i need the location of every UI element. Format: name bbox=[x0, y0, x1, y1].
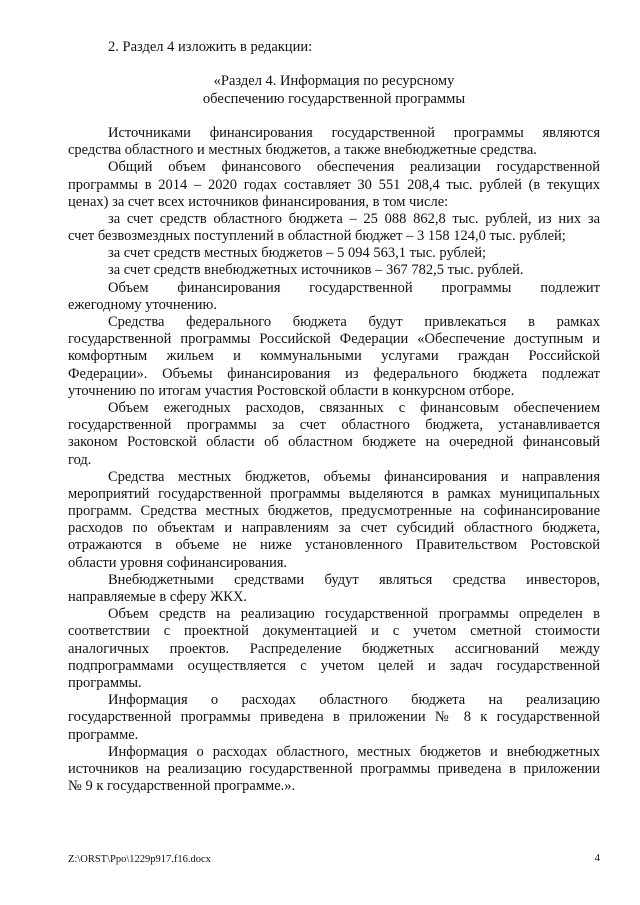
document-body bbox=[68, 39, 600, 795]
paragraph-line: законом Ростовской области об областном бюджете на очередной финансовый bbox=[68, 434, 600, 451]
paragraph-line: за счет средств местных бюджетов – 5 094 563,1 тыс. рублей; bbox=[108, 245, 487, 262]
section-heading-line-1: «Раздел 4. Информация по ресурсному bbox=[213, 73, 455, 90]
footer-file-path: Z:\ORST\Ppo\1229p917.f16.docx bbox=[68, 854, 211, 865]
paragraph-line: государственной программы Российской Федерации «Обеспечение доступным и bbox=[68, 331, 600, 348]
paragraph bbox=[68, 262, 600, 279]
paragraph bbox=[68, 400, 600, 469]
paragraph-line: подпрограммами осуществляется с учетом целей и задач государственной bbox=[68, 657, 600, 674]
paragraph-line: уточнению по итогам участия Ростовской области в конкурсном отборе. bbox=[68, 382, 515, 399]
paragraph-line: Объем ежегодных расходов, связанных с финансовым обеспечением bbox=[108, 399, 600, 416]
paragraph-line: программы в 2014 – 2020 годах составляет 30 551 208,4 тыс. рублей (в текущих bbox=[68, 176, 600, 193]
paragraphs bbox=[68, 125, 600, 795]
paragraph-line: направляемые в сферу ЖКХ. bbox=[68, 589, 248, 605]
paragraph-line: комфортным жильем и коммунальными услугами граждан Российской bbox=[68, 348, 600, 365]
paragraph bbox=[68, 211, 600, 245]
paragraph bbox=[68, 125, 600, 159]
paragraph bbox=[68, 280, 600, 314]
paragraph-line: за счет средств областного бюджета – 25 088 862,8 тыс. рублей, из них за bbox=[108, 210, 600, 227]
paragraph-line: Объем средств на реализацию государственной программы определен в bbox=[108, 606, 600, 623]
paragraph-line: № 9 к государственной программе.». bbox=[68, 778, 296, 795]
paragraph-line: области уровня софинансирования. bbox=[68, 554, 288, 571]
paragraph-line: Объем финансирования государственной программы подлежит bbox=[108, 279, 600, 296]
paragraph-line: программы. bbox=[68, 674, 142, 691]
paragraph-line: отражаются в объеме не ниже установленного Правительством Ростовской bbox=[68, 537, 600, 554]
paragraph bbox=[68, 314, 600, 400]
paragraph-line: государственной программы приведена в приложении № 8 к государственной bbox=[68, 709, 600, 726]
intro-line: 2. Раздел 4 изложить в редакции: bbox=[108, 39, 313, 55]
paragraph-line: счет безвозмездных поступлений в областной бюджет – 3 158 124,0 тыс. рублей; bbox=[68, 228, 566, 245]
paragraph-line: Средства федерального бюджета будут привлекаться в рамках bbox=[108, 314, 600, 330]
paragraph bbox=[68, 744, 600, 796]
paragraph-line: ежегодному уточнению. bbox=[68, 296, 218, 313]
paragraph-line: Средства местных бюджетов, объемы финансирования и направления bbox=[108, 468, 600, 485]
paragraph-line: государственной программы за счет областного бюджета, устанавливается bbox=[68, 417, 600, 434]
paragraph-line: Информация о расходах областного, местных бюджетов и внебюджетных bbox=[108, 743, 600, 760]
paragraph bbox=[68, 159, 600, 211]
paragraph bbox=[68, 469, 600, 572]
paragraph-line: программ. Средства местных бюджетов, предусмотренные на софинансирование bbox=[68, 503, 600, 520]
paragraph-line: Федерации». Объемы финансирования из федерального бюджета подлежат bbox=[68, 365, 600, 382]
paragraph-line: Информация о расходах областного бюджета на реализацию bbox=[108, 692, 600, 709]
paragraph-line: Внебюджетными средствами будут являться средства инвесторов, bbox=[108, 571, 600, 588]
paragraph-line: средства областного и местных бюджетов, а также внебюджетные средства. bbox=[68, 142, 537, 159]
section-heading-line-2: обеспечению государственной программы bbox=[202, 90, 466, 107]
paragraph-line: соответствии с проектной документацией и с учетом сметной стоимости bbox=[68, 623, 600, 640]
paragraph-line: программе. bbox=[68, 726, 139, 743]
paragraph-line: ценах) за счет всех источников финансирования, в том числе: bbox=[68, 193, 449, 210]
paragraph-line: источников на реализацию государственной программы приведена в приложении bbox=[68, 760, 600, 777]
paragraph bbox=[68, 692, 600, 744]
paragraph bbox=[68, 245, 600, 262]
paragraph-line: Общий объем финансового обеспечения реализации государственной bbox=[108, 159, 600, 176]
paragraph bbox=[68, 572, 600, 606]
paragraph-line: расходов по объектам и направлениям за счет субсидий областного бюджета, bbox=[68, 520, 600, 537]
paragraph-line: аналогичных проектов. Распределение бюджетных ассигнований между bbox=[68, 640, 600, 657]
page-number: 4 bbox=[594, 852, 600, 864]
paragraph-line: год. bbox=[68, 451, 92, 468]
paragraph-line: за счет средств внебюджетных источников – 367 782,5 тыс. рублей. bbox=[108, 262, 524, 279]
paragraph-line: Источниками финансирования государственной программы являются bbox=[108, 124, 600, 141]
paragraph-line: мероприятий государственной программы выделяются в рамках муниципальных bbox=[68, 485, 600, 502]
paragraph bbox=[68, 606, 600, 692]
